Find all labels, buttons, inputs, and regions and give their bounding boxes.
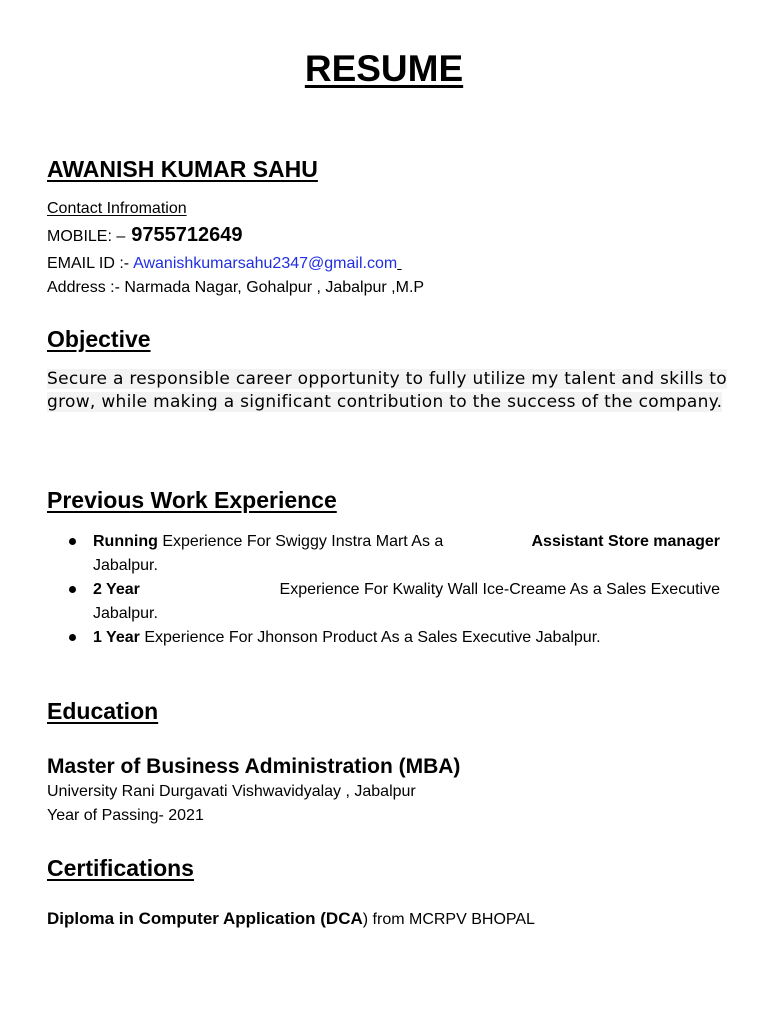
list-item — [47, 578, 720, 626]
education-heading: Education — [47, 698, 159, 724]
objective-heading: Objective — [47, 326, 151, 352]
certification-item — [47, 909, 535, 929]
certifications-heading: Certifications — [47, 855, 194, 881]
candidate-name: AWANISH KUMAR SAHU — [47, 156, 318, 182]
list-item — [47, 626, 720, 650]
mobile-label: MOBILE: – — [47, 228, 126, 245]
experience-role: Assistant Store manager — [531, 533, 720, 550]
objective-paragraph: Secure a responsible career opportunity to fully utilize my talent and skills to grow, while making a significant contribution to the success of the company. — [47, 369, 727, 412]
work-experience-list — [47, 530, 720, 650]
experience-location: Jabalpur. — [93, 557, 158, 574]
year-of-passing: Year of Passing- 2021 — [47, 807, 204, 824]
email-address[interactable]: Awanishkumarsahu2347@gmail.com — [133, 255, 398, 272]
experience-text: Experience For Swiggy Instra Mart As a — [157, 533, 444, 550]
contact-information-label: Contact Infromation — [47, 200, 187, 217]
certification-name: Diploma in Computer Application (DCA — [47, 909, 363, 928]
degree-title: Master of Business Administration (MBA) — [47, 755, 461, 778]
mobile-number: 9755712649 — [131, 224, 243, 246]
experience-text: Experience For Jhonson Product As a Sales Executive Jabalpur. — [139, 629, 601, 646]
work-experience-heading: Previous Work Experience — [47, 487, 337, 513]
objective-text — [47, 368, 727, 414]
list-item — [47, 530, 720, 578]
resume-title: RESUME — [304, 48, 464, 89]
email-line — [47, 255, 402, 273]
email-label: EMAIL ID :- — [47, 255, 130, 272]
certification-issuer: ) from MCRPV BHOPAL — [362, 911, 535, 928]
experience-duration: Running — [93, 533, 158, 550]
experience-location: Jabalpur. — [93, 605, 158, 622]
experience-duration: 2 Year — [93, 581, 140, 598]
address-line: Address :- Narmada Nagar, Gohalpur , Jabalpur ,M.P — [47, 279, 425, 296]
university-name: University Rani Durgavati Vishwavidyalay , Jabalpur — [47, 783, 416, 800]
mobile-line — [47, 224, 242, 247]
experience-text: Experience For Kwality Wall Ice-Creame As a Sales Executive — [279, 581, 720, 598]
experience-duration: 1 Year — [93, 629, 140, 646]
